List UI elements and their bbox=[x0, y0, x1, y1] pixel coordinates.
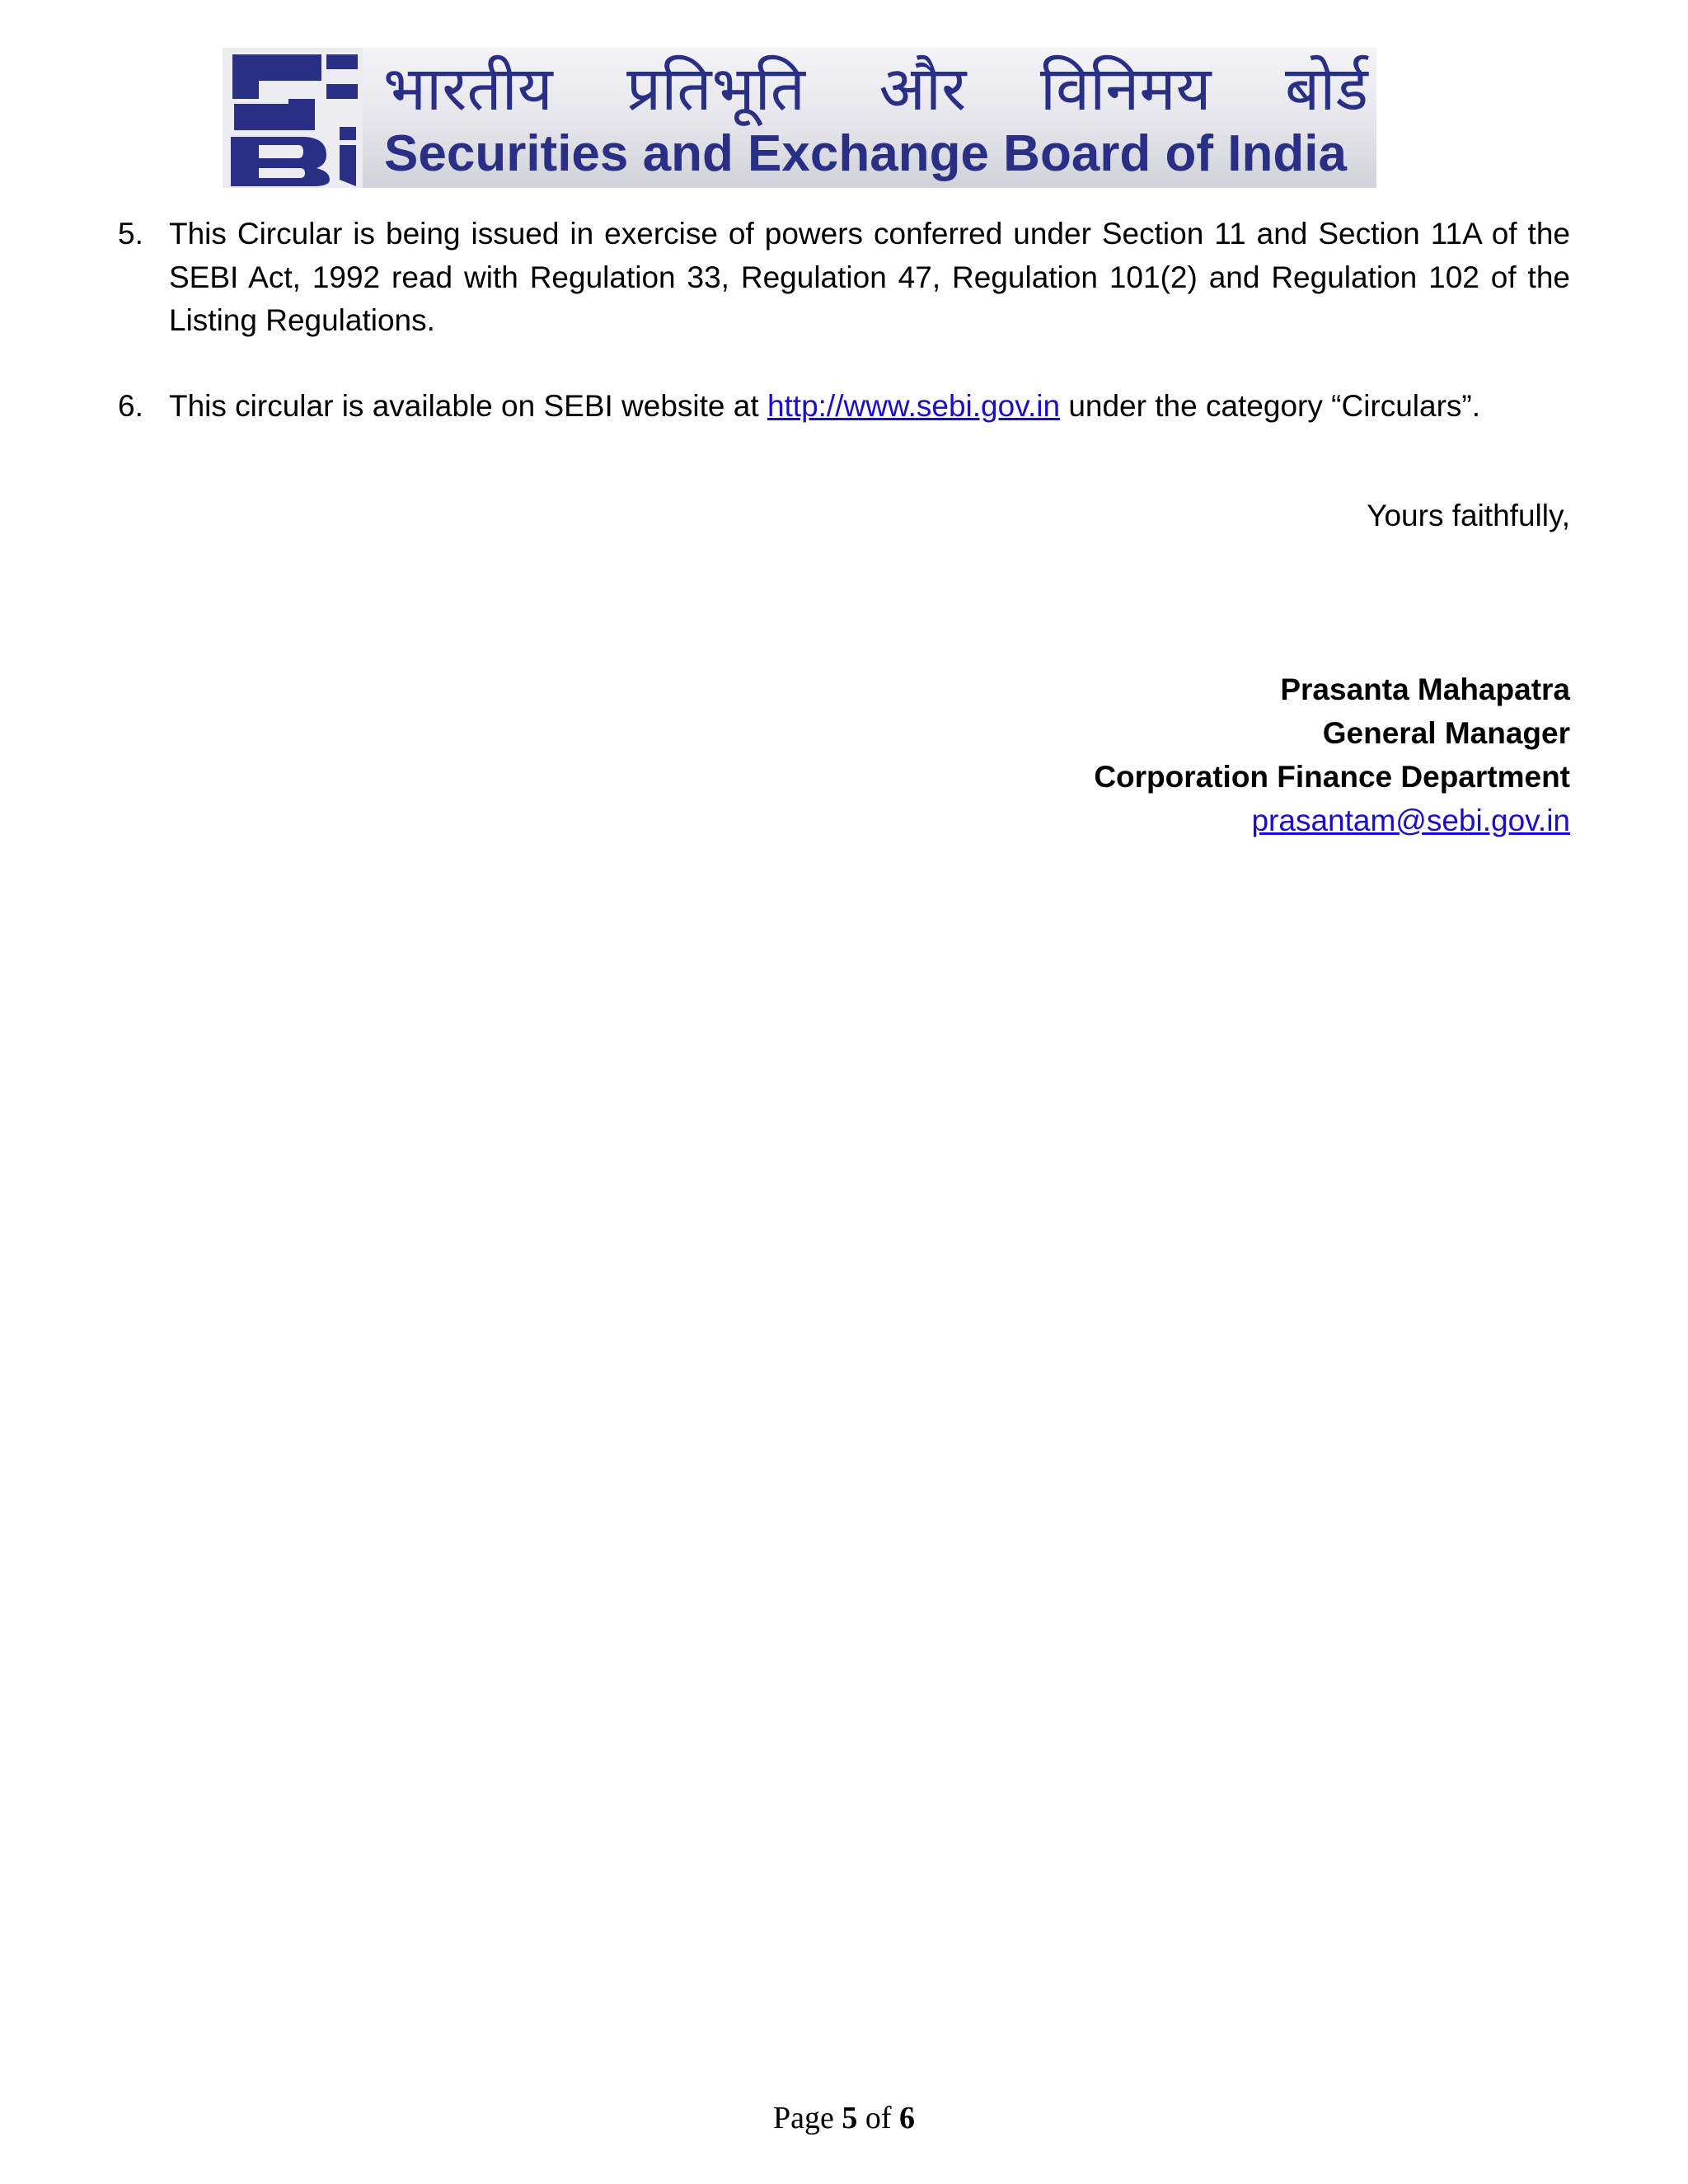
paragraph-number: 5. bbox=[118, 217, 143, 251]
total-page-count: 6 bbox=[899, 2101, 916, 2135]
signatory-name: Prasanta Mahapatra bbox=[1280, 673, 1570, 706]
of-word: of bbox=[865, 2101, 892, 2135]
signatory-department: Corporation Finance Department bbox=[1094, 760, 1570, 794]
page-word: Page bbox=[772, 2101, 834, 2135]
current-page-number: 5 bbox=[842, 2101, 858, 2135]
paragraph-text-after-link: under the category “Circulars”. bbox=[1068, 389, 1481, 423]
closing-salutation: Yours faithfully, bbox=[1367, 499, 1570, 532]
paragraph-5 bbox=[118, 213, 1570, 343]
page-footer bbox=[0, 2097, 1688, 2139]
banner-hindi-title: भारतीय प्रतिभूति और विनिमय बोर्ड bbox=[383, 54, 1368, 124]
signatory-title: General Manager bbox=[1322, 716, 1570, 750]
signature-block bbox=[1094, 668, 1570, 842]
signatory-email-link[interactable]: prasantam@sebi.gov.in bbox=[1251, 804, 1570, 837]
paragraph-6 bbox=[118, 385, 1570, 429]
paragraph-text-before-link: This circular is available on SEBI website at bbox=[169, 389, 759, 423]
banner-english-title: Securities and Exchange Board of India bbox=[384, 125, 1347, 182]
paragraph-text: This Circular is being issued in exercise of powers conferred under Section 11 and Section 11A of the SEBI Act, 1992 read with Regulation 33, Regulation 47, Regulation 101(2) and Regulation 102 of the Listing Regulations. bbox=[169, 217, 1570, 337]
paragraph-number: 6. bbox=[118, 389, 143, 423]
sebi-logo-icon bbox=[223, 48, 363, 188]
sebi-website-link[interactable]: http://www.sebi.gov.in bbox=[767, 389, 1061, 423]
paragraph-text bbox=[169, 385, 1570, 429]
header-banner bbox=[223, 48, 1376, 188]
